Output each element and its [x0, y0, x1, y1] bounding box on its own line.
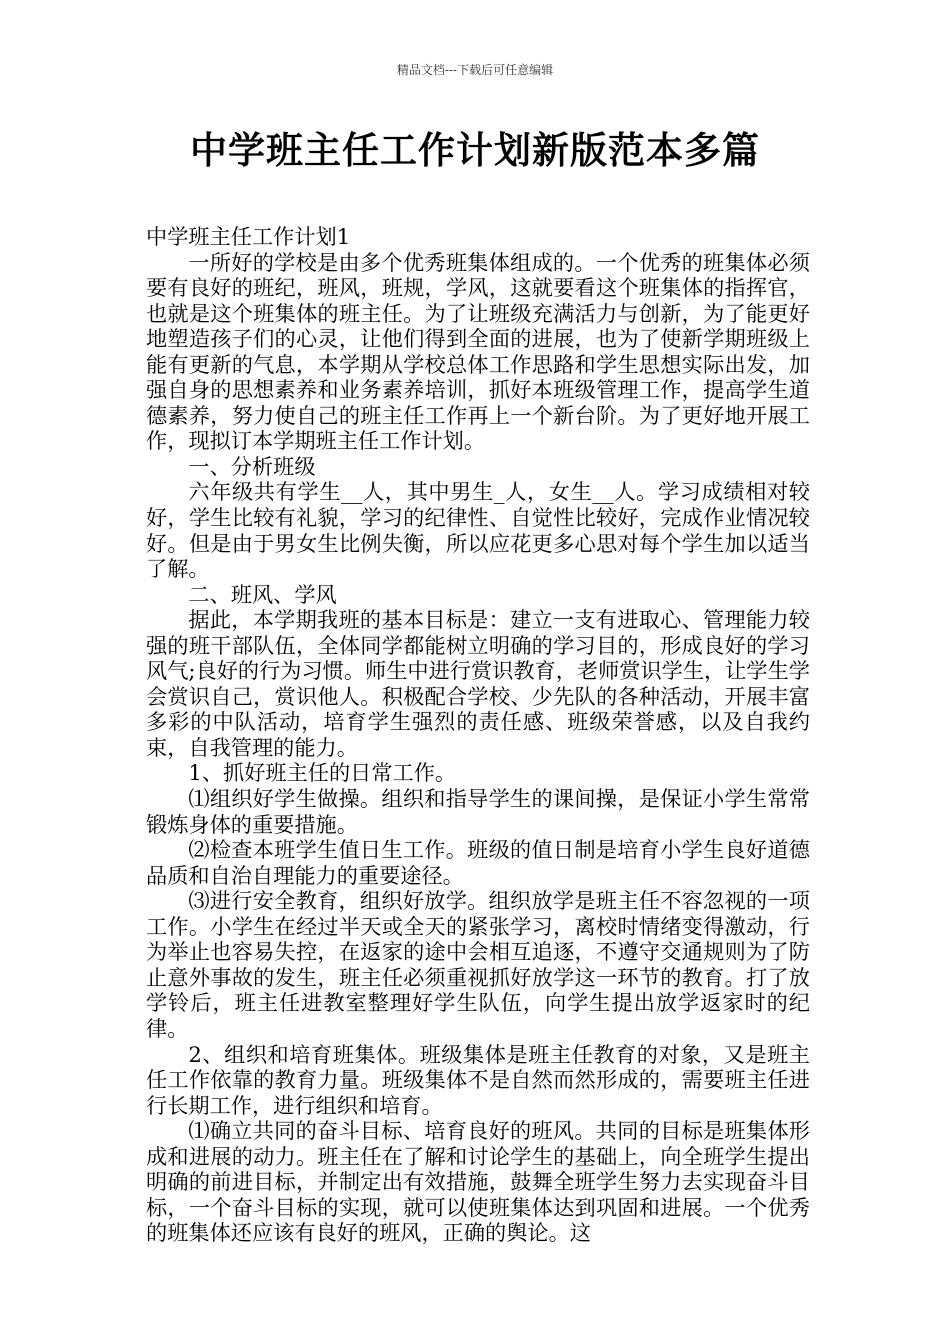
- paragraph: 一、分析班级: [188, 453, 316, 479]
- paragraph: ⑴组织好学生做操。组织和指导学生的课间操，是保证小学生常常锻炼身体的重要措施。: [146, 786, 810, 837]
- paragraph: ⑴确立共同的奋斗目标、培育良好的班风。共同的目标是班集体形成和进展的动力。班主任在了解和讨论学生的基础上，向全班学生提出明确的前进目标，并制定出有效措施，鼓舞全班学生努力去实现奋斗目标，一个奋斗目标的实现，就可以使班集体达到巩固和进展。一个优秀的班集体还应该有良好的班风，正确的舆论。这: [146, 1118, 810, 1246]
- header-note: 精品文档---下载后可任意编辑: [396, 63, 554, 77]
- paragraph: 六年级共有学生__人，其中男生_人，女生__人。学习成绩相对较好，学生比较有礼貌，学习的纪律性、自觉性比较好，完成作业情况较好。但是由于男女生比例失衡，所以应花更多心思对每个学生加以适当了解。: [146, 479, 810, 582]
- paragraph: 二、班风、学风: [188, 581, 337, 607]
- paragraph: 中学班主任工作计划1: [146, 224, 351, 249]
- paragraph: 1、抓好班主任的日常工作。: [188, 760, 457, 786]
- paragraph: ⑶进行安全教育，组织好放学。组织放学是班主任不容忽视的一项工作。小学生在经过半天或全天的紧张学习，离校时情绪变得激动，行为举止也容易失控，在返家的途中会相互追逐，不遵守交通规则为了防止意外事故的发生，班主任必须重视抓好放学这一环节的教育。打了放学铃后，班主任进教室整理好学生队伍，向学生提出放学返家时的纪律。: [146, 888, 810, 1041]
- paragraph: ⑵检查本班学生值日生工作。班级的值日制是培育小学生良好道德品质和自治自理能力的重要途径。: [146, 837, 810, 888]
- document-body: [146, 224, 810, 1246]
- paragraph: 据此，本学期我班的基本目标是：建立一支有进取心、管理能力较强的班干部队伍，全体同学都能树立明确的学习目的，形成良好的学习风气;良好的行为习惯。师生中进行赏识教育，老师赏识学生，让学生学会赏识自己，赏识他人。积极配合学校、少先队的各种活动，开展丰富多彩的中队活动，培育学生强烈的责任感、班级荣誉感，以及自我约束，自我管理的能力。: [146, 607, 810, 760]
- document-title: 中学班主任工作计划新版范本多篇: [190, 129, 760, 172]
- paragraph: 一所好的学校是由多个优秀班集体组成的。一个优秀的班集体必须要有良好的班纪，班风，班规，学风，这就要看这个班集体的指挥官，也就是这个班集体的班主任。为了让班级充满活力与创新，为了能更好地塑造孩子们的心灵，让他们得到全面的进展，也为了使新学期班级上能有更新的气息，本学期从学校总体工作思路和学生思想实际出发，加强自身的思想素养和业务素养培训，抓好本班级管理工作，提高学生道德素养，努力使自己的班主任工作再上一个新台阶。为了更好地开展工作，现拟订本学期班主任工作计划。: [146, 249, 810, 454]
- paragraph: 2、组织和培育班集体。班级集体是班主任教育的对象，又是班主任工作依靠的教育力量。班级集体不是自然而然形成的，需要班主任进行长期工作，进行组织和培育。: [146, 1041, 810, 1118]
